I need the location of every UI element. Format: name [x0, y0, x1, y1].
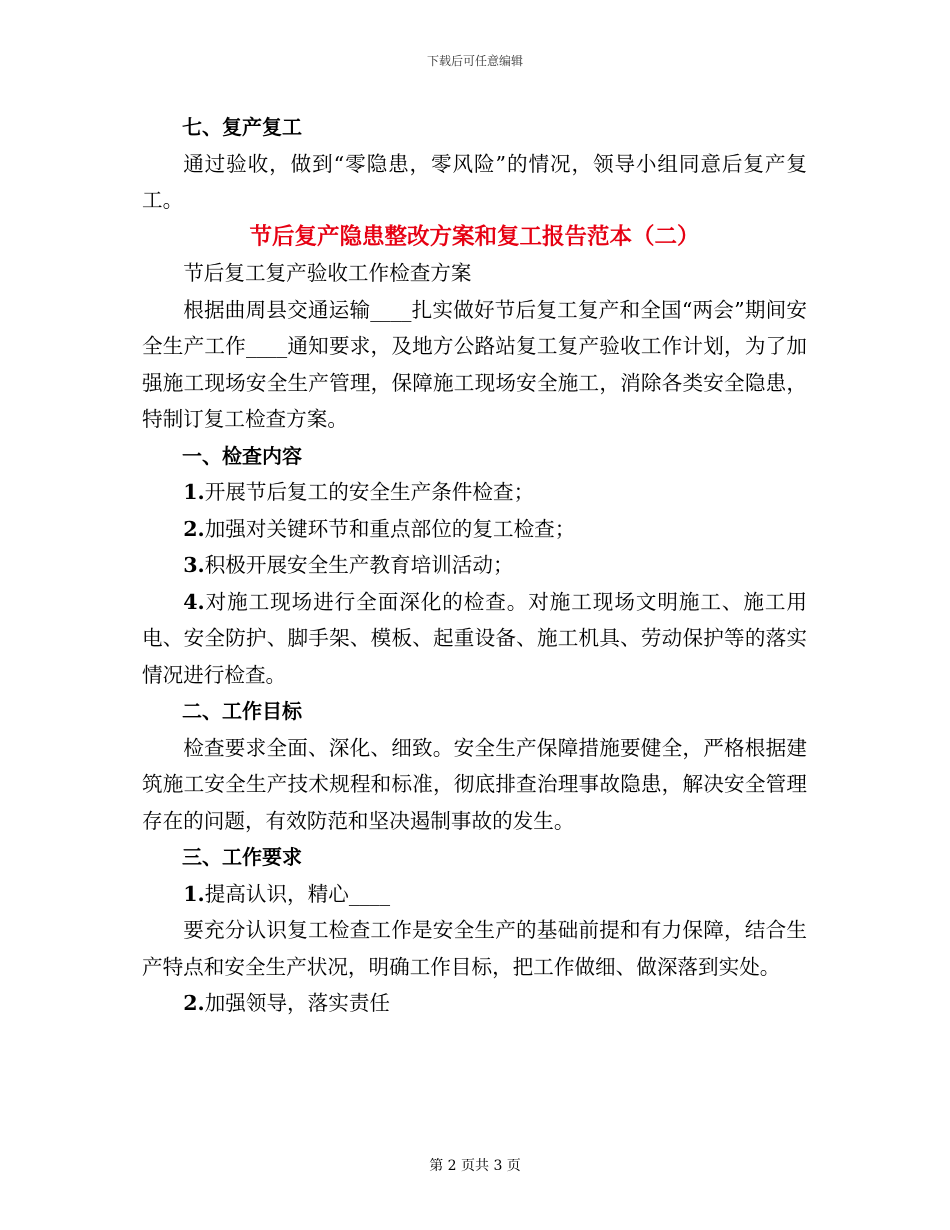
- list-item-number: 4.: [183, 589, 205, 614]
- section-7-paragraph: 通过验收，做到“零隐患，零风险”的情况，领导小组同意后复产复工。: [142, 151, 807, 212]
- section-3-heading: 三、工作要求: [182, 845, 302, 869]
- document-title: 节后复产隐患整改方案和复工报告范本（二）: [249, 223, 700, 250]
- list-item-number: 3.: [183, 553, 205, 577]
- document-subtitle: 节后复工复产验收工作检查方案: [183, 261, 472, 285]
- list-item-number: 2.: [183, 991, 205, 1015]
- list-item-text: 加强领导，落实责任: [204, 991, 391, 1015]
- list-item-text: 积极开展安全生产教育培训活动；: [204, 553, 514, 577]
- list-item-number: 1.: [183, 480, 205, 504]
- section-7-heading: 七、复产复工: [182, 115, 302, 139]
- list-item: [142, 584, 807, 694]
- page-header: 下载后可任意编辑: [426, 54, 523, 68]
- document-body: [142, 109, 807, 1022]
- requirement-2-heading: [142, 985, 807, 1022]
- list-item-text: 对施工现场进行全面深化的检查。对施工现场文明施工、施工用电、安全防护、脚手架、模板、起重设备、施工机具、劳动保护等的落实情况进行检查。: [142, 589, 807, 687]
- list-item: [142, 547, 807, 584]
- section-2-paragraph: 检查要求全面、深化、细致。安全生产保障措施要健全，严格根据建筑施工安全生产技术规程和标准，彻底排查治理事故隐患，解决安全管理存在的问题，有效防范和坚决遏制事故的发生。: [142, 735, 807, 833]
- list-item-text: 加强对关键环节和重点部位的复工检查；: [204, 516, 576, 541]
- page-footer: 第 2 页共 3 页: [429, 1158, 521, 1174]
- list-item-text: 提高认识，精心____: [204, 881, 391, 906]
- requirement-1-paragraph: 要充分认识复工检查工作是安全生产的基础前提和有力保障，结合生产特点和安全生产状况，明确工作目标，把工作做细、做深落到实处。: [142, 918, 807, 979]
- list-item: [142, 474, 807, 511]
- section-1-heading: 一、检查内容: [182, 443, 302, 468]
- list-item-number: 1.: [183, 881, 205, 906]
- intro-paragraph: 根据曲周县交通运输____扎实做好节后复工复产和全国“两会”期间安全生产工作____通知要求，及地方公路站复工复产验收工作计划，为了加强施工现场安全生产管理，保障施工现场安全施工，消除各类安全隐患，特制订复工检查方案。: [142, 297, 807, 431]
- requirement-1-heading: [142, 876, 807, 913]
- section-2-heading: 二、工作目标: [182, 699, 302, 723]
- list-item: [142, 511, 807, 548]
- list-item-text: 开展节后复工的安全生产条件检查；: [204, 480, 535, 504]
- list-item-number: 2.: [183, 516, 205, 541]
